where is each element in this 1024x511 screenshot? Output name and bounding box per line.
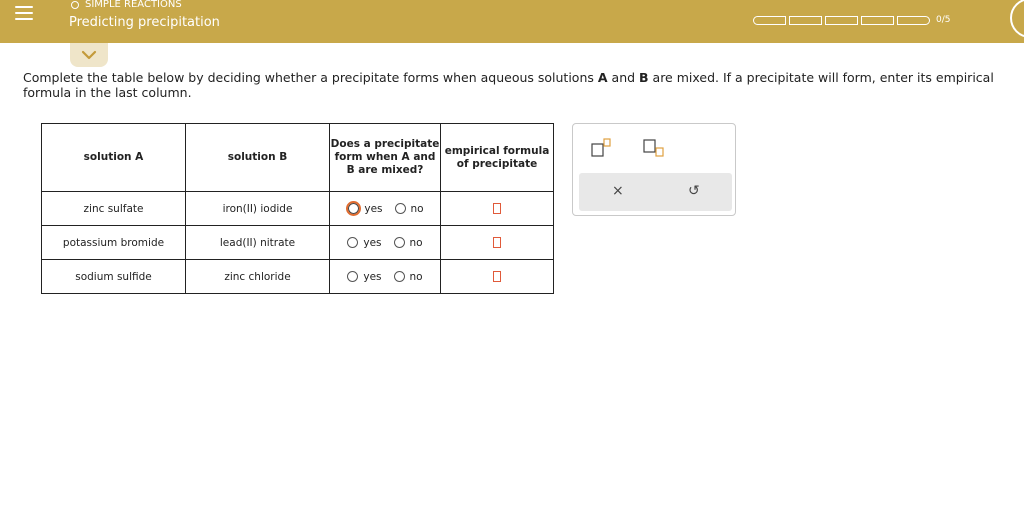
cell-formula [441,192,554,226]
header-precipitate-forms: Does a precipitate form when A and B are mixed? [330,124,441,192]
collapse-toggle[interactable] [70,43,108,67]
yes-label: yes [363,270,382,283]
radio-yes[interactable] [347,237,358,248]
formula-palette [572,123,736,216]
solution-b-label: B [639,70,649,85]
no-label: no [409,236,423,249]
cell-solution-a: zinc sulfate [42,192,186,226]
progress-indicator [753,15,950,25]
cell-precipitate-choice [330,260,441,294]
progress-text: 0/5 [936,15,951,25]
table-row [42,192,554,226]
yes-label: yes [363,236,382,249]
section-breadcrumb [71,0,182,10]
superscript-tool-icon[interactable] [591,138,611,162]
precipitation-table [41,123,554,294]
page-title: Predicting precipitation [69,15,220,30]
subscript-tool-icon[interactable] [643,138,665,162]
instructions-text: and [607,70,640,85]
instructions [23,70,1013,100]
subscript-icon [643,138,665,158]
circle-icon [71,1,79,9]
formula-input[interactable] [493,237,501,248]
no-option[interactable] [394,271,423,283]
radio-yes[interactable] [346,201,361,216]
no-label: no [409,270,423,283]
table-row [42,260,554,294]
progress-segment [861,16,894,25]
cell-solution-b: zinc chloride [186,260,330,294]
radio-no[interactable] [394,237,405,248]
cell-solution-a: sodium sulfide [42,260,186,294]
yes-option[interactable] [347,237,381,249]
formula-input[interactable] [493,271,501,282]
menu-icon-bar [15,12,33,14]
yes-option[interactable] [347,271,381,283]
yes-label: yes [364,202,383,215]
radio-group [330,237,440,249]
cell-precipitate-choice [330,192,441,226]
cell-precipitate-choice [330,226,441,260]
progress-segment [825,16,858,25]
superscript-icon [591,138,611,158]
instructions-text: are mixed. If a precipitate will form, enter its empirical formula in the last column. [23,70,994,100]
radio-yes[interactable] [347,271,358,282]
radio-group [330,201,440,216]
palette-actions [579,173,732,211]
cell-solution-b: iron(II) iodide [186,192,330,226]
no-option[interactable] [395,203,424,215]
table-row [42,226,554,260]
menu-icon [15,6,33,8]
header-solution-a: solution A [42,124,186,192]
progress-segment [897,16,930,25]
header-solution-b: solution B [186,124,330,192]
cell-formula [441,260,554,294]
radio-no[interactable] [394,271,405,282]
menu-button[interactable] [0,0,46,28]
header-empirical-formula: empirical formula of precipitate [441,124,554,192]
no-label: no [410,202,424,215]
cell-solution-b: lead(II) nitrate [186,226,330,260]
progress-segment [789,16,822,25]
undo-button[interactable]: ↺ [688,183,700,199]
avatar[interactable] [1010,0,1024,38]
radio-no[interactable] [395,203,406,214]
solution-a-label: A [597,70,608,85]
chevron-down-icon [81,50,97,60]
progress-segment [753,16,786,25]
formula-input[interactable] [493,203,501,214]
top-bar [0,0,1024,43]
clear-button[interactable]: × [612,183,624,199]
table-header-row [42,124,554,192]
cell-solution-a: potassium bromide [42,226,186,260]
menu-icon-bar [15,18,33,20]
yes-option[interactable] [346,201,382,216]
cell-formula [441,226,554,260]
radio-group [330,271,440,283]
no-option[interactable] [394,237,423,249]
section-label: SIMPLE REACTIONS [85,0,182,10]
instructions-text: Complete the table below by deciding whether a precipitate forms when aqueous solutions [23,70,598,85]
